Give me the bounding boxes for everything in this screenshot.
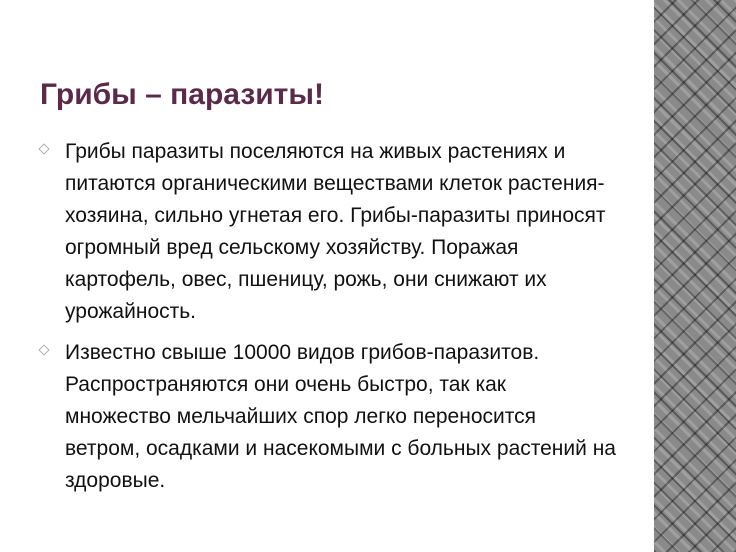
diamond-bullet-icon	[38, 344, 49, 355]
bullet-list	[40, 136, 616, 506]
bullet-text: Грибы паразиты поселяются на живых растениях и питаются органическими веществами клеток растения-хозяина, сильно угнетая его. Грибы-паразиты приносят огромный вред сельскому хозяйству. Поражая картофель, овес, пшеницу, рожь, они снижают их урожайность.	[65, 140, 606, 323]
bullet-item	[40, 136, 616, 328]
decorative-side-panel	[654, 0, 736, 552]
slide-title: Грибы – паразиты!	[40, 78, 324, 111]
bullet-text: Известно свыше 10000 видов грибов-паразитов. Распространяются они очень быстро, так как множество мельчайших спор легко переносится ветром, осадками и насекомыми с больных растений на здоровые.	[65, 341, 616, 492]
bullet-item	[40, 337, 616, 497]
diamond-bullet-icon	[38, 143, 49, 154]
